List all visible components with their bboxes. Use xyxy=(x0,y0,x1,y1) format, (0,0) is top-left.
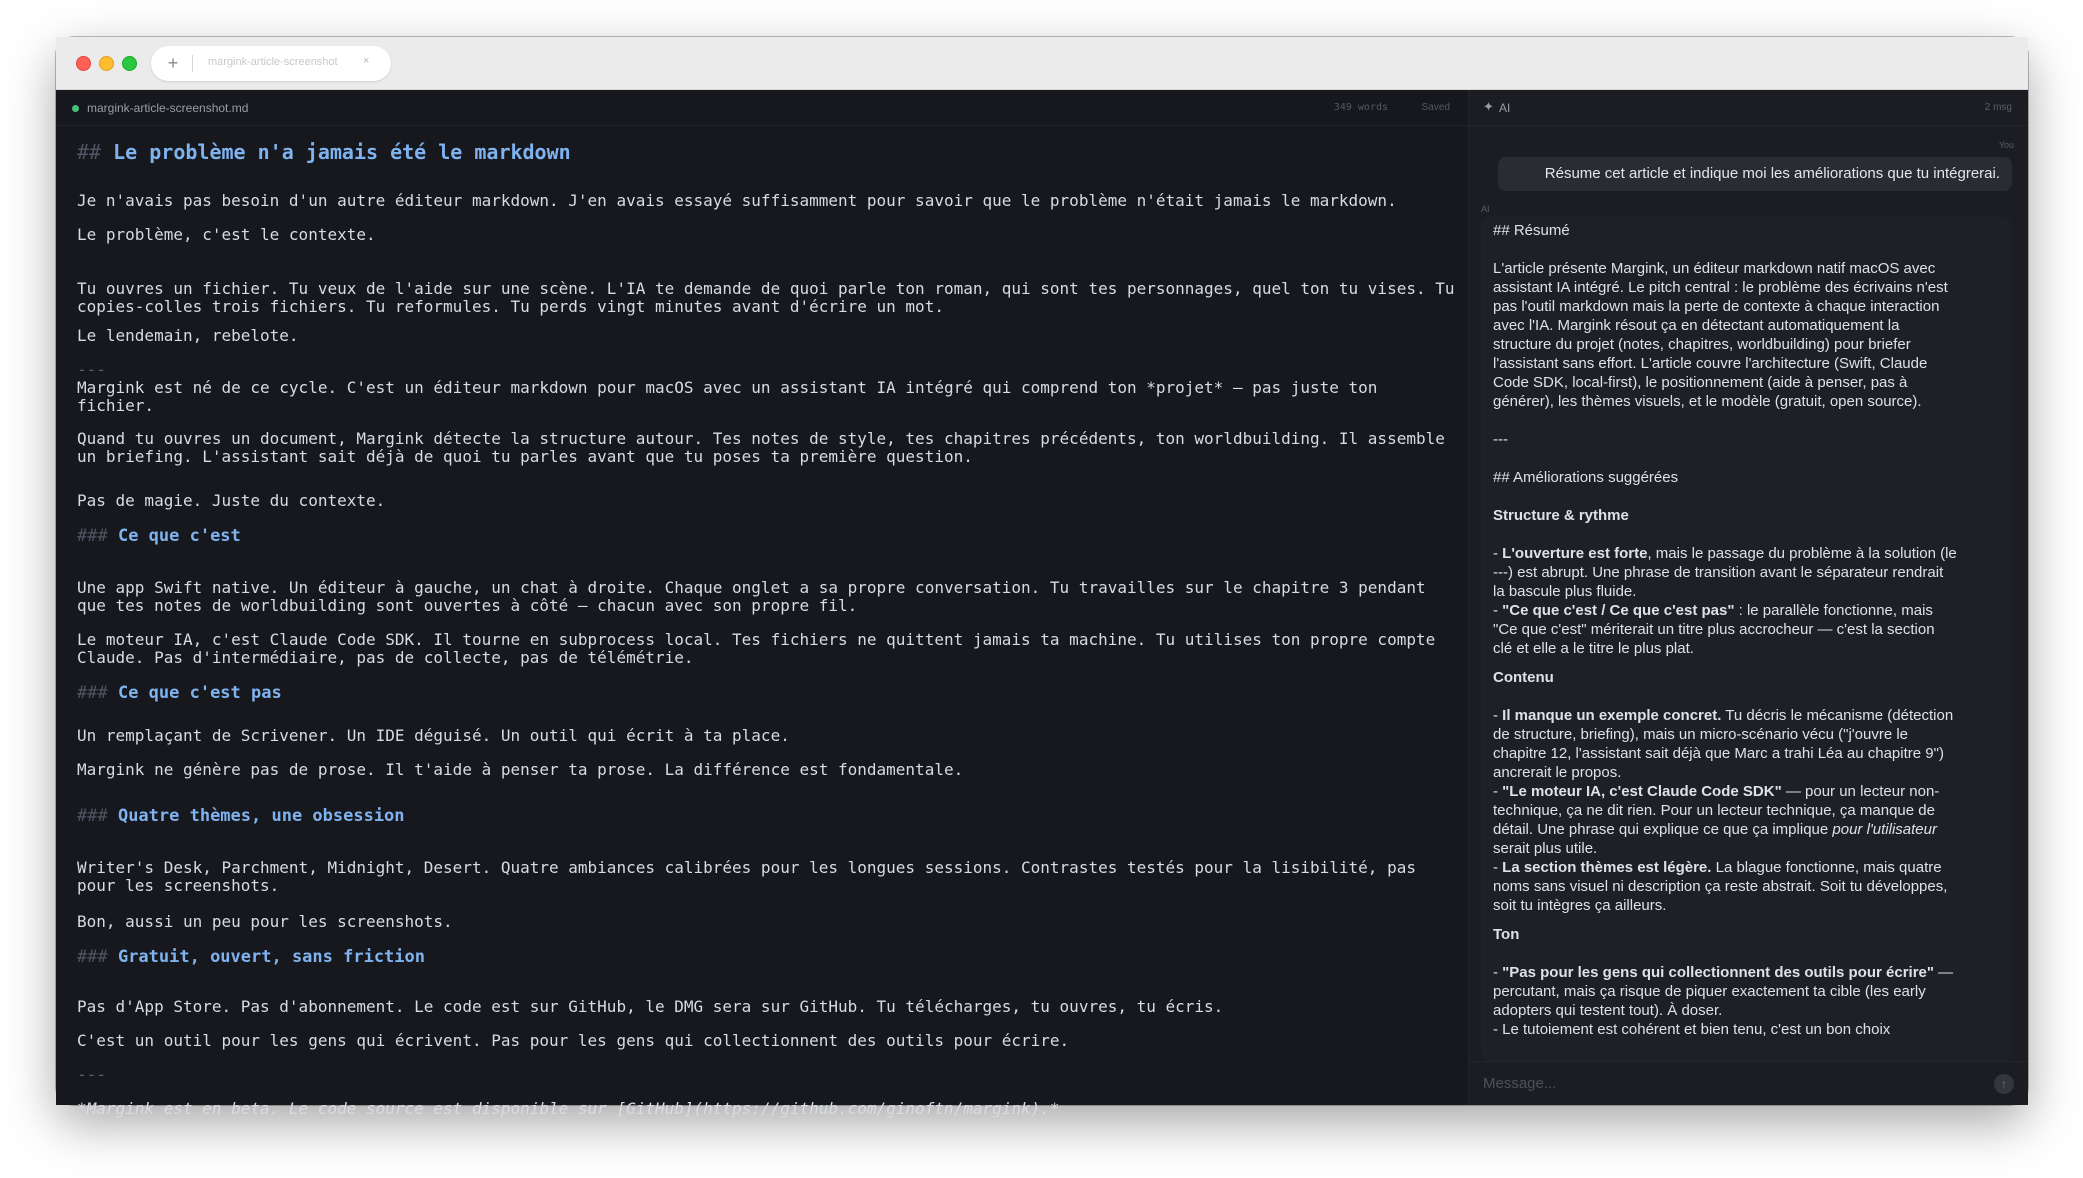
doc-paragraph: Le moteur IA, c'est Claude Code SDK. Il tourne en subprocess local. Tes fichiers ne quittent jamais ta machine. Tu utilises ton propre compte Claude. Pas d'intermédiaire, pas de collecte, pas de télémétrie. xyxy=(77,630,1445,667)
response-line: - "Ce que c'est / Ce que c'est pas" : le parallèle fonctionne, mais xyxy=(1493,602,1933,619)
response-line: - "Pas pour les gens qui collectionnent des outils pour écrire" — xyxy=(1493,964,1954,981)
response-line xyxy=(1493,982,2008,1001)
doc-separator: --- xyxy=(77,360,106,379)
response-text: "Pas pour les gens qui collectionnent des outils pour écrire" xyxy=(1502,964,1934,981)
new-tab-button[interactable]: + xyxy=(167,53,179,73)
response-heading xyxy=(1493,925,2008,944)
doc-heading-3 xyxy=(77,806,1457,826)
send-button[interactable]: ↑ xyxy=(1994,1074,2014,1094)
response-text: L'article présente Margink, un éditeur markdown natif macOS avec xyxy=(1493,260,1936,277)
response-line: - La section thèmes est légère. La blague fonctionne, mais quatre xyxy=(1493,859,1942,876)
response-text: la bascule plus fluide. xyxy=(1493,583,1637,600)
heading-text: Ce que c'est pas xyxy=(117,683,282,703)
response-line: - "Le moteur IA, c'est Claude Code SDK" — pour un lecteur non- xyxy=(1493,783,1940,800)
response-line xyxy=(1493,430,2008,449)
tab-separator xyxy=(192,55,193,72)
response-line xyxy=(1493,392,2008,411)
app-window xyxy=(56,37,2028,1118)
title-bar xyxy=(56,37,2028,90)
heading-marker: ## xyxy=(77,140,114,164)
message-input[interactable] xyxy=(1483,1072,1923,1094)
response-text: pour l'utilisateur xyxy=(1832,821,1937,838)
heading-text: Quatre thèmes, une obsession xyxy=(117,806,405,826)
response-text: structure du projet (notes, chapitres, worldbuilding) pour briefer xyxy=(1493,336,1911,353)
doc-paragraph: Le problème, c'est le contexte. xyxy=(77,225,376,244)
response-text: l'assistant sans effort. L'article couvre l'architecture (Swift, Claude xyxy=(1493,355,1928,372)
response-text: Code SDK, local-first), le positionnement (aide à penser, pas à xyxy=(1493,374,1908,391)
improvements-heading: ## Améliorations suggérées xyxy=(1493,469,1679,486)
response-text: La blague fonctionne, mais quatre xyxy=(1711,859,1942,876)
response-heading xyxy=(1493,468,2008,487)
doc-paragraph: Quand tu ouvres un document, Margink détecte la structure autour. Tes notes de style, tes chapitres précédents, ton worldbuilding. Il assemble un briefing. L'assistant sait déjà de quoi tu parles avant que tu poses ta première question. xyxy=(77,429,1455,466)
response-line xyxy=(1493,335,2008,354)
doc-paragraph: Le lendemain, rebelote. xyxy=(77,326,299,345)
summary-heading: ## Résumé xyxy=(1493,222,1570,239)
response-line xyxy=(1493,877,2008,896)
doc-paragraph: Un remplaçant de Scrivener. Un IDE déguisé. Un outil qui écrit à ta place. xyxy=(77,726,790,745)
doc-paragraph: Une app Swift native. Un éditeur à gauche, un chat à droite. Chaque onglet a sa propre conversation. Tu travailles sur le chapitre 3 pendant que tes notes de worldbuilding sont ouvertes à côté — chacun avec son propre fil. xyxy=(77,578,1436,615)
doc-paragraph: Tu ouvres un fichier. Tu veux de l'aide sur une scène. L'IA te demande de quoi parle ton roman, qui sont tes personnages, quel ton tu vises. Tu copies-colles trois fichiers. Tu reformules. Tu perds vingt minutes avant d'écrire un mot. xyxy=(77,279,1465,316)
response-text: percutant, mais ça risque de piquer exactement ta cible (les early xyxy=(1493,983,1926,1000)
response-line xyxy=(1493,278,2008,297)
doc-paragraph: Je n'avais pas besoin d'un autre éditeur markdown. J'en avais essayé suffisamment pour savoir que le problème n'était jamais le markdown. xyxy=(77,191,1397,210)
doc-paragraph: Writer's Desk, Parchment, Midnight, Desert. Quatre ambiances calibrées pour les longues sessions. Contrastes testés pour la lisibilité, pas pour les screenshots. xyxy=(77,858,1426,895)
user-label: You xyxy=(1998,140,2014,150)
response-text: , mais le passage du problème à la solution (le xyxy=(1647,545,1957,562)
response-line xyxy=(1493,259,2008,278)
doc-paragraph: Margink ne génère pas de prose. Il t'aide à penser ta prose. La différence est fondamentale. xyxy=(77,760,964,779)
response-line xyxy=(1493,801,2008,820)
response-text: — pour un lecteur non- xyxy=(1781,783,1940,800)
ai-chat-panel xyxy=(1469,90,2028,1105)
response-heading xyxy=(1493,506,2008,525)
doc-paragraph: Margink est né de ce cycle. C'est un éditeur markdown pour macOS avec un assistant IA intégré qui comprend ton *projet* — pas juste ton fichier. xyxy=(77,378,1388,415)
sparkle-icon: ✦ xyxy=(1483,99,1494,114)
response-text: ---) est abrupt. Une phrase de transition avant le séparateur rendrait xyxy=(1493,564,1944,581)
heading-marker: ### xyxy=(77,806,118,826)
heading-text: Le problème n'a jamais été le markdown xyxy=(113,140,571,164)
ai-panel-header xyxy=(1469,90,2028,126)
maximize-window-button[interactable] xyxy=(122,56,137,71)
response-text: ancrerait le propos. xyxy=(1493,764,1622,781)
response-text: adopters qui testent tout). À doser. xyxy=(1493,1002,1723,1019)
ai-panel-title: AI xyxy=(1499,101,1511,115)
assistant-message xyxy=(1481,217,2012,1061)
response-text: noms sans visuel ni description ça reste abstrait. Soit tu développes, xyxy=(1493,878,1948,895)
close-window-button[interactable] xyxy=(76,56,91,71)
response-text: : le parallèle fonctionne, mais xyxy=(1734,602,1933,619)
tab-strip xyxy=(151,46,391,81)
doc-paragraph: *Margink est en beta. Le code source est disponible sur [GitHub](https://github.com/ginoftn/margink).* xyxy=(77,1099,1060,1118)
response-text: détail. Une phrase qui explique ce que ça implique xyxy=(1493,821,1833,838)
doc-paragraph: Pas d'App Store. Pas d'abonnement. Le code est sur GitHub, le DMG sera sur GitHub. Tu télécharges, tu ouvres, tu écris. xyxy=(77,997,1224,1016)
response-heading xyxy=(1493,668,2008,687)
response-text: assistant IA intégré. Le pitch central : le problème des écrivains n'est xyxy=(1493,279,1948,296)
doc-heading-3 xyxy=(77,947,1457,967)
response-line xyxy=(1493,297,2008,316)
response-text: générer), les thèmes visuels, et le modèle (gratuit, open source). xyxy=(1493,393,1922,410)
response-text: — xyxy=(1934,964,1954,981)
response-heading xyxy=(1493,221,2008,240)
editor-status-bar xyxy=(56,90,1468,126)
doc-paragraph: C'est un outil pour les gens qui écrivent. Pas pour les gens qui collectionnent des outils pour écrire. xyxy=(77,1031,1070,1050)
response-line xyxy=(1493,820,2008,839)
response-line xyxy=(1493,582,2008,601)
section-title: Structure & rythme xyxy=(1493,507,1629,524)
response-line: - L'ouverture est forte, mais le passage du problème à la solution (le xyxy=(1493,545,1957,562)
user-message: Résume cet article et indique moi les améliorations que tu intégrerai. xyxy=(1498,157,2012,191)
doc-heading-3 xyxy=(77,683,1457,703)
tab-close-icon[interactable]: × xyxy=(363,55,370,67)
response-text: soit tu intègres ça ailleurs. xyxy=(1493,897,1667,914)
response-text: - Le tutoiement est cohérent et bien tenu, c'est un bon choix xyxy=(1493,1021,1891,1038)
section-title: Ton xyxy=(1493,926,1520,943)
file-status-dot xyxy=(72,105,79,112)
response-line xyxy=(1493,373,2008,392)
response-line xyxy=(1493,763,2008,782)
response-line xyxy=(1493,839,2008,858)
heading-marker: ### xyxy=(77,947,118,967)
response-line xyxy=(1493,1001,2008,1020)
response-line xyxy=(1493,744,2008,763)
doc-heading-2 xyxy=(77,140,1457,164)
response-line xyxy=(1493,725,2008,744)
response-line xyxy=(1493,316,2008,335)
response-text: chapitre 12, l'assistant sait déjà que Marc a trahi Léa au chapitre 9") xyxy=(1493,745,1944,762)
heading-marker: ### xyxy=(77,526,118,546)
response-line xyxy=(1493,896,2008,915)
response-text: avec l'IA. Margink résout ça en détectant automatiquement la xyxy=(1493,317,1900,334)
heading-marker: ### xyxy=(77,683,118,703)
response-text: "Ce que c'est / Ce que c'est pas" xyxy=(1502,602,1735,619)
response-text: Il manque un exemple concret. xyxy=(1502,707,1722,724)
minimize-window-button[interactable] xyxy=(99,56,114,71)
response-line xyxy=(1493,563,2008,582)
editor-pane[interactable] xyxy=(56,90,1468,1118)
section-title: Contenu xyxy=(1493,669,1554,686)
word-count: 349 words xyxy=(1333,102,1388,113)
heading-text: Gratuit, ouvert, sans friction xyxy=(117,947,425,967)
doc-paragraph: Bon, aussi un peu pour les screenshots. xyxy=(77,912,453,931)
response-text: technique, ça ne dit rien. Pour un lecteur technique, ça manque de xyxy=(1493,802,1935,819)
response-text: serait plus utile. xyxy=(1493,840,1598,857)
response-separator: --- xyxy=(1493,431,1508,448)
doc-paragraph: Pas de magie. Juste du contexte. xyxy=(77,491,386,510)
response-text: clé et elle a le titre le plus plat. xyxy=(1493,640,1694,657)
response-line xyxy=(1493,639,2008,658)
response-text: Tu décris le mécanisme (détection xyxy=(1721,707,1954,724)
response-text: pas l'outil markdown mais la perte de contexte à chaque interaction xyxy=(1493,298,1940,315)
file-name: margink-article-screenshot.md xyxy=(87,101,249,115)
heading-text: Ce que c'est xyxy=(117,526,241,546)
doc-heading-3 xyxy=(77,526,1457,546)
message-count: 2 msg xyxy=(1984,102,2012,113)
message-composer xyxy=(1469,1061,2028,1105)
doc-separator: --- xyxy=(77,1065,106,1084)
response-text: de structure, briefing), mais un micro-scénario vécu ("j'ouvre le xyxy=(1493,726,1909,743)
save-status: Saved xyxy=(1421,102,1450,113)
response-line: - Il manque un exemple concret. Tu décris le mécanisme (détection xyxy=(1493,707,1954,724)
response-line xyxy=(1493,354,2008,373)
response-line xyxy=(1493,620,2008,639)
tab-document[interactable]: margink-article-screenshot xyxy=(208,56,338,68)
response-line xyxy=(1493,1020,2008,1039)
response-text: "Le moteur IA, c'est Claude Code SDK" xyxy=(1502,783,1782,800)
response-text: La section thèmes est légère. xyxy=(1502,859,1712,876)
assistant-label: AI xyxy=(1481,204,1490,214)
response-text: L'ouverture est forte xyxy=(1502,545,1648,562)
response-text: "Ce que c'est" mériterait un titre plus accrocheur — c'est la section xyxy=(1493,621,1935,638)
